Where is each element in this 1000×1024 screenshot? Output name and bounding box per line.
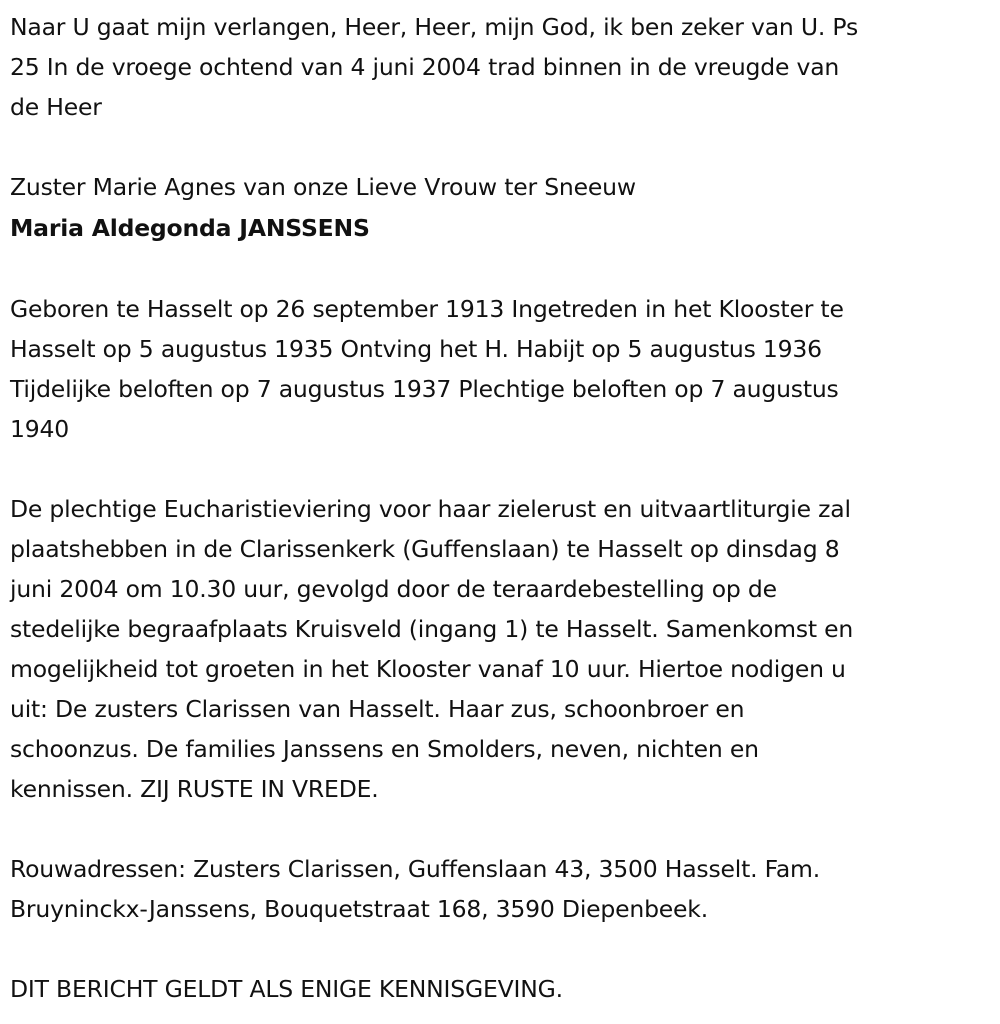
text-line: Bruyninckx-Janssens, Bouquetstraat 168, 3590 Diepenbeek.: [10, 895, 708, 923]
civil-name: Maria Aldegonda JANSSENS: [10, 214, 370, 242]
text-line: De plechtige Eucharistieviering voor haar zielerust en uitvaartliturgie zal: [10, 495, 851, 523]
text-line: Naar U gaat mijn verlangen, Heer, Heer, mijn God, ik ben zeker van U. Ps: [10, 13, 859, 41]
funeral-paragraph: [10, 489, 1000, 809]
name-block: [10, 167, 1000, 249]
closing-notice: DIT BERICHT GELDT ALS ENIGE KENNISGEVING.: [10, 975, 563, 1003]
text-line: Hasselt op 5 augustus 1935 Ontving het H. Habijt op 5 augustus 1936: [10, 335, 822, 363]
text-line: stedelijke begraafplaats Kruisveld (ingang 1) te Hasselt. Samenkomst en: [10, 615, 854, 643]
text-line: schoonzus. De families Janssens en Smolders, neven, nichten en: [10, 735, 759, 763]
text-line: Geboren te Hasselt op 26 september 1913 Ingetreden in het Klooster te: [10, 295, 844, 323]
text-line: 25 In de vroege ochtend van 4 juni 2004 trad binnen in de vreugde van: [10, 53, 840, 81]
text-line: Rouwadressen: Zusters Clarissen, Guffenslaan 43, 3500 Hasselt. Fam.: [10, 855, 820, 883]
text-line: de Heer: [10, 93, 102, 121]
religious-name: Zuster Marie Agnes van onze Lieve Vrouw ter Sneeuw: [10, 173, 636, 201]
text-line: 1940: [10, 415, 70, 443]
text-line: plaatshebben in de Clarissenkerk (Guffenslaan) te Hasselt op dinsdag 8: [10, 535, 840, 563]
text-line: juni 2004 om 10.30 uur, gevolgd door de teraardebestelling op de: [10, 575, 777, 603]
biography-paragraph: [10, 289, 1000, 449]
addresses-paragraph: [10, 849, 1000, 929]
text-line: mogelijkheid tot groeten in het Klooster vanaf 10 uur. Hiertoe nodigen u: [10, 655, 846, 683]
text-line: Tijdelijke beloften op 7 augustus 1937 Plechtige beloften op 7 augustus: [10, 375, 839, 403]
text-line: uit: De zusters Clarissen van Hasselt. Haar zus, schoonbroer en: [10, 695, 745, 723]
intro-paragraph: [10, 7, 1000, 127]
text-line: kennissen. ZIJ RUSTE IN VREDE.: [10, 775, 379, 803]
